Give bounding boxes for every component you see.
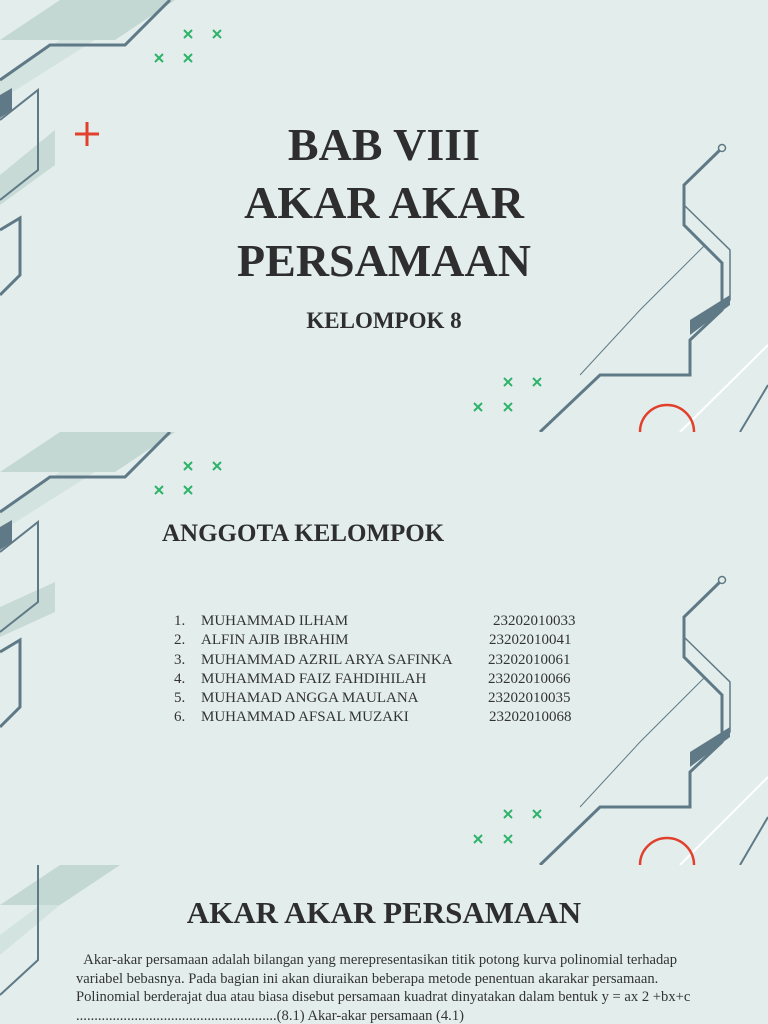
member-nim: 23202010066: [488, 670, 571, 687]
member-name: MUHAMMAD FAIZ FAHDIHILAH: [201, 670, 427, 687]
slide-subtitle: KELOMPOK 8: [306, 308, 462, 333]
member-nim: 23202010061: [488, 651, 571, 668]
slide-members: [0, 432, 768, 865]
slide-title: [0, 0, 768, 432]
arc-icon: [640, 405, 694, 432]
member-nim: 23202010041: [489, 632, 572, 649]
member-name: MUHAMMAD AFSAL MUZAKI: [201, 709, 409, 726]
member-number: 5.: [174, 690, 186, 707]
member-name: MUHAMMAD AZRIL ARYA SAFINKA: [201, 651, 453, 668]
member-name: ALFIN AJIB IBRAHIM: [201, 632, 349, 649]
slide-content: [0, 865, 768, 1024]
list-item: [174, 612, 576, 631]
member-name: MUHAMMAD ILHAM: [201, 613, 349, 629]
list-item: [174, 708, 572, 727]
list-item: [174, 631, 572, 650]
member-nim: 23202010035: [488, 690, 571, 707]
member-number: 1.: [174, 613, 186, 629]
paragraph-text: Akar-akar persamaan adalah bilangan yang merepresentasikan titik potong kurva polinomial terhadap variabel bebasnya. Pada bagian ini akan diuraikan beberapa metode penentuan akarakar persamaan. Polinomial berderajat dua atau biasa disebut persamaan kuadrat dinyatakan dalam bentuk y = ax 2 +bx+c .......................................................(8.1) Akar-akar persamaan (4.1): [76, 952, 691, 1024]
arc-icon: [640, 838, 694, 865]
member-list: [174, 612, 576, 728]
list-item: [174, 651, 571, 670]
content-paragraph: [76, 951, 696, 1024]
member-nim: 23202010068: [489, 709, 572, 726]
member-nim: 23202010033: [493, 613, 576, 629]
member-name: MUHAMAD ANGGA MAULANA: [201, 690, 419, 707]
member-number: 2.: [174, 632, 186, 649]
member-number: 6.: [174, 709, 186, 726]
member-number: 4.: [174, 670, 186, 687]
members-heading: ANGGOTA KELOMPOK: [162, 520, 445, 547]
list-item: [174, 689, 571, 708]
list-item: [174, 670, 571, 689]
member-number: 3.: [174, 651, 186, 668]
content-heading: AKAR AKAR PERSAMAAN: [186, 895, 582, 930]
slide-title-heading: BAB VIII AKAR AKAR PERSAMAAN: [237, 119, 531, 286]
